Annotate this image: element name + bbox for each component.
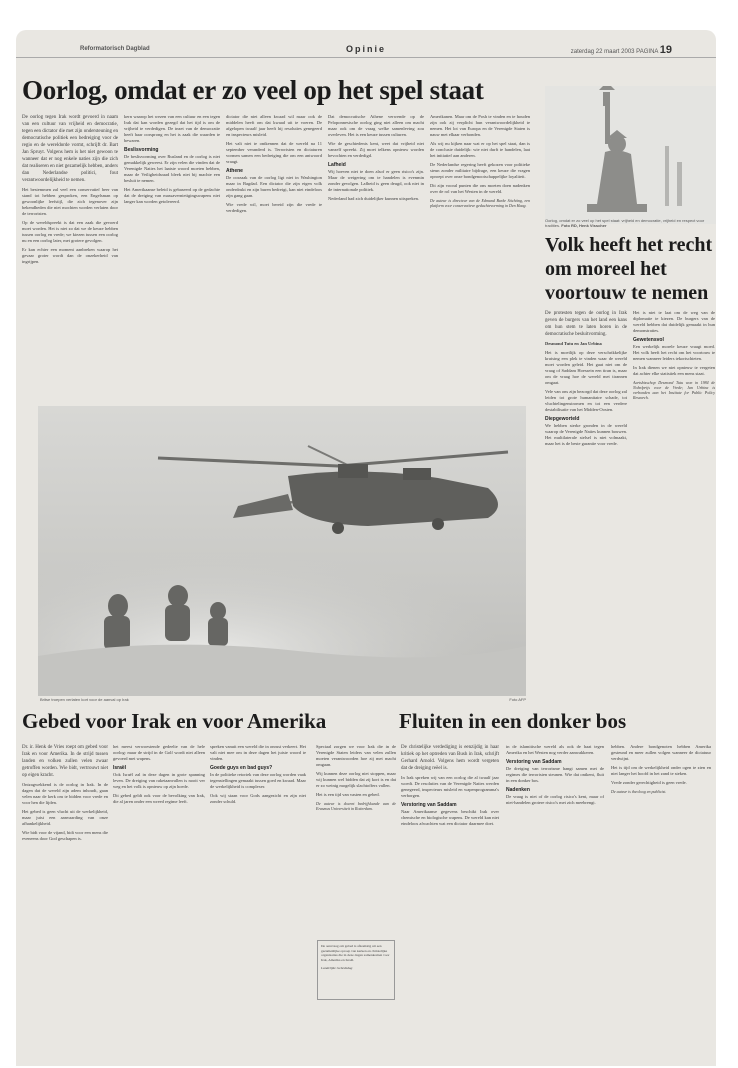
article2-subheading: Diepgeworteld <box>545 416 580 422</box>
article1-paragraph: Amerikanen. Maar om de Posh te vinden en te houden zijn ook zij verplicht hun verantwoordelijkheid te nemen. Het lot van Europa en de Verenigde Staten is nauw met elkaar verbonden. <box>430 114 530 137</box>
article1-column-2 <box>124 114 220 402</box>
article1-subheading: Athene <box>226 168 243 174</box>
article1-intro: De oorlog tegen Irak wordt gevoerd in naam van een cultuur van vrijheid en democratie, tegen een dictator die met zijn ondersteuning en democratische politiek een bedreiging voor de regio en de wereldorde vormt, schrijft dr. Bart Jan Spruyt. Volgens hem is het niet gewoon te wanneer dat er nog enkele naties zijn die zich dat realiseren en niet gezamelijk hebben, anders dan Nederlandse politici, fout verantwoordelijkheid te nemen. <box>22 115 118 183</box>
article1-column-4 <box>328 114 424 402</box>
article3-subheading: Israël <box>113 765 127 771</box>
article1-column-1 <box>22 114 118 402</box>
article2-paragraph: Vele van ons zijn bezorgd dat deze oorlog zal leiden tot grote humanitaire schade, tot vluchtelingenstromen en tot een verdere destabilisatie van het Midden-Oosten. <box>545 389 627 412</box>
article3-inset-box <box>317 940 395 1000</box>
article1-paragraph: Op de wereldspreekt is dat een zaak die gevoerd moet worden. Het is niet zo dat we de keuze hebben tussen oorlog en vrede; we kiezen tussen een oorlog nu en een oorlog later, met grotere gevolgen. <box>22 220 118 243</box>
article1-author-note: De auteur is directeur van de Edmund Burke Stichting, een platform voor conservatieve gedachtevorming in Den Haag. <box>430 198 530 208</box>
statue-of-liberty-image <box>545 86 716 224</box>
article2-author-note: Aartsbisschop Desmond Tutu won in 1984 de Nobelprijs voor de Vrede; Jan Urbina is verbonden aan het Institute for Public Policy Research. <box>633 380 715 400</box>
article4-paragraph: hebben. Andere bondgenoten hebben Amerika gesteund en meer zullen volgen wanneer de dictatuur verdwijnt. <box>611 744 711 761</box>
article4-author-note: De auteur is theoloog en publicist. <box>611 789 667 794</box>
article2-paragraph: Een werkelijk morele keuze vraagt moed. Het volk heeft het recht om het voortouw te nemen wanneer leiders tekortschieten. <box>633 344 715 361</box>
article3-paragraph: het meest verwoestende gedeelte van de hele oorlog: maar de strijd in de Golf wordt niet alleen gevoerd met wapens. <box>113 744 205 761</box>
article1-paragraph: De Nederlandse regering heeft gekozen voor politieke steun zonder militaire bijdrage, een keuze die vragen oproept over onze bondgenootschappelijke loyaliteit. <box>430 162 530 179</box>
article4-column-2 <box>506 744 604 1054</box>
article1-paragraph: Wie de geschiedenis kent, weet dat vrijheid niet vanzelf spreekt. Zij moet telkens opnieuw worden bevochten en verdedigd. <box>328 141 424 158</box>
article4-paragraph: in de islamitische wereld als ook de haat tegen Amerika en het Westen nog verder aanwakkeren. <box>506 744 604 755</box>
liberty-caption <box>545 218 715 228</box>
newspaper-page <box>16 30 716 1066</box>
article4-paragraph: Naar Amerikaanse gegevens beschikt Irak over chemische en biologische wapens. De wereld kan niet eindeloos afwachten wat een dictator daarmee doet. <box>401 809 499 826</box>
article2-paragraph: We hebben sterke gronden in de wereld waarop de Verenigde Naties kunnen bouwen. Het multilaterale stelsel is niet volmaakt, maar het is de beste garantie voor vrede. <box>545 423 627 446</box>
article3-paragraph: spreken vanuit een wereld die in onrust verkeert. Het valt niet mee om in deze dagen het juiste woord te vinden. <box>210 744 306 761</box>
article1-column-3 <box>226 114 322 402</box>
article3-headline: Gebed voor Irak en voor Amerika <box>22 709 327 733</box>
photo-caption <box>40 697 526 702</box>
article1-paragraph: Nederland had zich duidelijker kunnen uitspreken. <box>328 196 419 201</box>
article2-paragraph: Het is moeilijk op deze verschrikkelijke kruising een plek te vinden waar de wereld moet worden geleid. Het gaat niet om de vraag of Saddam Hoessein een tiran is, maar om de vraag hoe de wereld met tirannen omgaat. <box>545 350 627 385</box>
article2-subheading: Gewetensvol <box>633 337 664 343</box>
paper-name: Reformatorisch Dagblad <box>80 46 150 52</box>
page-number: 19 <box>659 44 672 56</box>
article4-paragraph: De dreiging van terrorisme hangt samen met de regimes die terroristen steunen. Wie dat ontkent, fluit in een donker bos. <box>506 766 604 783</box>
photo-caption-text: Britse troepen verlaten kort voor de aanval op Irak <box>40 697 129 702</box>
article3-paragraph: Speciaal zorgen we voor Irak die in de Verenigde Staten leiders van velen zullen moeten verantwoorden hoe zij met macht omgaan. <box>316 744 396 767</box>
article4-subheading: Verstoring van Saddam <box>506 759 562 765</box>
article1-headline: Oorlog, omdat er zo veel op het spel staat <box>22 75 484 105</box>
liberty-photo <box>545 86 716 224</box>
article3-paragraph: Dit gebed geldt ook voor de bevolking van Irak, die al jaren onder een wreed regime leeft. <box>113 793 205 804</box>
article1-paragraph: Wie vrede wil, moet bereid zijn die vrede te verdedigen. <box>226 202 322 213</box>
article1-paragraph: Dat democratische Athene verwende op de Peloponnesische oorlog ging niet alleen om macht maar ook om de vraag welke samenleving zou overleven. Het is een keuze tussen culturen. <box>328 114 424 137</box>
article2-intro: De protesten tegen de oorlog in Irak geven de burgers van het land een kans om hun stem te laten horen in de democratische besluitvorming. <box>545 311 627 337</box>
article4-subheading: Nadenken <box>506 787 530 793</box>
article1-paragraph: kern waarop het wezen van een cultuur en een tegen Irak dat kan worden gezegd dat het tijd is om de vrijheid te verdedigen. De inzet van de democratie heeft haar oorsprong en het is zaak die waarden te bewaren. <box>124 114 220 143</box>
article4-subheading: Verstoring van Saddam <box>401 802 457 808</box>
article3-subheading: Goede guys en bad guys? <box>210 765 273 771</box>
article4-paragraph: De vraag is niet of de oorlog risico's kent, maar of niet-handelen grotere risico's met zich meebrengt. <box>506 794 604 805</box>
article2-column-2 <box>633 310 715 690</box>
liberty-caption-text: Oorlog, omdat er zo veel op het spel staat: vrijheid en democratie, vrijheid en respect voor tradities. <box>545 218 705 228</box>
article2-column-1 <box>545 310 627 690</box>
inset-text: De aanvraag om gebed is afkomstig uit een gezamenlijke oproep van kerken en christelijke organisaties die in deze dagen samenkomen voor Irak, Amerika en Israël. <box>321 944 390 962</box>
section-title: Opinie <box>345 44 386 54</box>
article1-paragraph: Het bestemmen zal veel een conservatief heer van stand tot hebben gesproken, een Engelsman op gewoonlijke leefstijl, die zich tegenover zijn bekendheden die niet mochten worden verlaten door de terroristen. <box>22 187 118 216</box>
article1-subheading: Beslisvorming <box>124 147 159 153</box>
page-label: PAGINA <box>636 49 659 55</box>
article4-paragraph: Het is tijd om de werkelijkheid onder ogen te zien en niet langer het hoofd in het zand te steken. <box>611 765 711 776</box>
article1-paragraph: Het Amerikaanse beleid is gebaseerd op de gedachte dat de dreiging van massavernietigingswapens niet langer kan worden getolereerd. <box>124 187 220 204</box>
article3-paragraph: Ook Israël zal in deze dagen in grote spanning leven. De dreiging van raketaanvallen is nooit ver weg en het volk is opnieuw op zijn hoede. <box>113 772 205 789</box>
helicopter-photo <box>38 406 526 696</box>
helicopter-photo-image <box>38 406 526 696</box>
article1-subheading: Lafheid <box>328 162 346 168</box>
article3-paragraph: Ontzagwekkend is de oorlog in Irak. In de dagen dat de wereld zijn adem inhoudt, gaan velen naar de kerk om te bidden voor vrede en voor hen die lijden. <box>22 782 108 805</box>
article3-paragraph: Wie bidt voor de vijand, bidt voor een mens die eveneens door God geschapen is. <box>22 830 108 841</box>
article1-paragraph: dictator die niet alleen kwaad wil maar ook de middelen heeft om dat kwaad uit te voeren. De afgelopen twaalf jaar heeft hij resoluties genegeerd en inspecteurs misleid. <box>226 114 322 137</box>
article1-paragraph: Wij hoeven niet te doen alsof er geen risico's zijn. Maar de weigering om te handelen is evenmin zonder gevolgen. Lafheid is geen deugd, ook niet in de internationale politiek. <box>328 169 424 192</box>
article4-column-1 <box>401 744 499 1054</box>
photo-credit: Foto AFP <box>509 697 526 702</box>
article3-paragraph: Ook wij staan voor Gods aangezicht en zijn niet zonder schuld. <box>210 793 306 804</box>
issue-date: zaterdag 22 maart 2003 <box>570 49 635 55</box>
article2-paragraph: Het is niet te laat om de weg van de diplomatie te kiezen. De burgers van de wereld hebben dat duidelijk gemaakt in hun demonstraties. <box>633 310 715 333</box>
article3-author-note: De auteur is docent bedrijfskunde aan de Erasmus Universiteit in Rotterdam. <box>316 801 396 811</box>
article1-paragraph: Als wij nu kijken naar wat er op het spel staat, dan is de conclusie duidelijk: wie niet durft te handelen, laat het initiatief aan anderen. <box>430 141 530 158</box>
article3-intro: Dr. ir. Henk de Vries roept om gebed voor Irak en voor Amerika. In de strijd tussen landen en volken zullen velen zwaar getroffen worden. Wie bidt, vertrouwt niet op eigen kracht. <box>22 745 108 778</box>
article3-paragraph: Het is een tijd van vasten en gebed. <box>316 792 380 797</box>
article4-column-3 <box>611 744 711 1054</box>
article1-paragraph: Het valt niet te ontkennen dat de wereld na 11 september veranderd is. Terroristen en dictaturen vormen samen een bedreiging die om een antwoord vraagt. <box>226 141 322 164</box>
article2-paragraph: In Irak dienen we niet opnieuw te vergeten dat achter elke statistiek een mens staat. <box>633 365 715 376</box>
masthead <box>16 30 716 58</box>
article4-paragraph: In Irak spreken wij van een oorlog die al twaalf jaar woedt. De resoluties van de Verenigde Naties werden genegeerd, inspecteurs misleid en wapenprogramma's verborgen. <box>401 775 499 798</box>
article3-paragraph: Het gebed is geen vlucht uit de werkelijkheid, maar juist een aanvaarding van onze afhankelijkheid. <box>22 809 108 826</box>
inset-signature: Landelijke Gebedsdag <box>321 966 353 970</box>
article1-paragraph: De beslisvorming over Rusland en de oorlog is niet gemakkelijk geweest. Er zijn velen die vinden dat de Verenigde Naties het laatste woord moeten hebben, maar de Veiligheidsraad bleek niet bij machte een besluit te nemen. <box>124 154 220 183</box>
article1-paragraph: Dit zijn vooral punten die ons moeten doen nadenken over de rol van het Westen in de wereld. <box>430 183 530 194</box>
article1-paragraph: Er kan echter een moment aanbreken waarop het gevaar groter wordt dan de onzekerheid van ingrijpen. <box>22 247 118 264</box>
article2-headline: Volk heeft het recht om moreel het voortouw te nemen <box>545 234 713 304</box>
article3-column-4 <box>316 744 396 934</box>
article4-paragraph: De christelijke verdediging is eenzijdig in haar kritiek op het optreden van Bush in Irak, schrijft Gerhard Arnold. Volgens hem wordt vergeten dat de dreiging reëel is. <box>401 745 499 771</box>
liberty-photo-credit: Foto RD, Henk Visscher <box>561 223 607 228</box>
article4-headline: Fluiten in een donker bos <box>399 709 627 733</box>
article3-paragraph: Wij kunnen deze oorlog niet stoppen, maar wij kunnen wel bidden dat zij kort is en dat er zo weinig mogelijk slachtoffers vallen. <box>316 771 396 788</box>
article1-column-5 <box>430 114 530 402</box>
article3-column-2 <box>113 744 205 1054</box>
article3-column-1 <box>22 744 108 1054</box>
article3-paragraph: In de politieke retoriek van deze oorlog worden vaak tegenstellingen gemaakt tussen goed en kwaad. Maar de werkelijkheid is complexer. <box>210 772 306 789</box>
article1-paragraph: De oorzaak van de oorlog ligt niet in Washington maar in Bagdad. Een dictator die zijn eigen volk onderdrukt en zijn buren bedreigt, kan niet eindeloos zijn gang gaan. <box>226 175 322 198</box>
date-page <box>571 44 672 56</box>
article2-author: Desmond Tutu en Jan Urbina <box>545 341 602 346</box>
article3-column-3 <box>210 744 306 1054</box>
article4-paragraph: Vrede zonder gerechtigheid is geen vrede. <box>611 780 687 785</box>
